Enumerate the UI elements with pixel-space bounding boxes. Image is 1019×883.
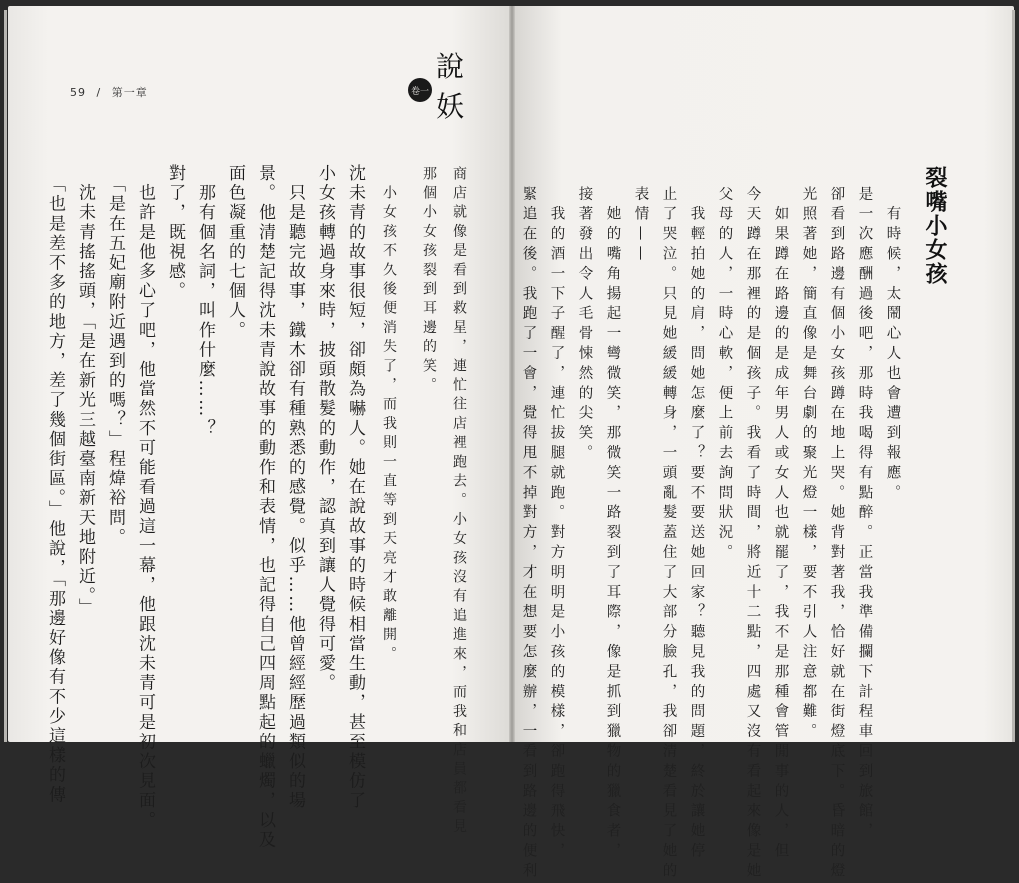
logo-char-2: 妖	[435, 90, 465, 123]
body-line: 父母的人，一時心軟，便上前去詢問狀況。	[716, 186, 733, 565]
chapter-title: 第一章	[111, 86, 148, 99]
book-gutter	[509, 6, 515, 742]
body-line: 她的嘴角揚起一彎微笑，那微笑一路裂到了耳際，像是抓到獵物的獵食者，	[604, 186, 621, 863]
header-separator: /	[96, 86, 102, 99]
quote-line: 那個小女孩裂到耳邊的笑。	[421, 166, 437, 397]
left-page-edge	[4, 10, 7, 742]
body-line: 只是聽完故事，鐵木卻有種熟悉的感覺。似乎……他曾經經歷過類似的場	[285, 164, 305, 811]
body-line: 面色凝重的七個人。	[225, 164, 245, 341]
quote-line: 商店就像是看到救星，連忙往店裡跑去。小女孩沒有追進來，而我和店員都看見	[451, 166, 467, 838]
body-line: 卻看到路邊有個小女孩蹲在地上哭。她背對著我，恰好就在街燈底下。昏暗的燈	[828, 186, 845, 883]
body-line: 如果蹲在路邊的是成年男人或女人也就罷了，我不是那種會管閒事的人，但	[772, 186, 789, 863]
right-page-edge	[1012, 10, 1015, 742]
body-line: 對了，既視感。	[165, 164, 185, 302]
body-line: 景。他清楚記得沈未青說故事的動作和表情，也記得自己四周點起的蠟燭，以及	[255, 164, 275, 850]
body-line: 「是在五妃廟附近遇到的嗎？」程煒裕問。	[105, 164, 125, 548]
quote-line: 小女孩不久後便消失了，而我則一直等到天亮才敢離開。	[381, 166, 397, 666]
body-line: 我的酒一下子醒了，連忙拔腿就跑。對方明明是小孩的模樣，卻跑得飛快，	[548, 186, 565, 863]
body-line: 是一次應酬過後吧，那時我喝得有點醉。正當我準備攔下計程車回到旅館，	[856, 186, 873, 843]
page-number: 59	[70, 86, 86, 99]
body-line: 沈未青的故事很短，卻頗為嚇人。她在說故事的時候相當生動，甚至模仿了	[345, 164, 365, 811]
body-line: 緊追在後。我跑了一會，覺得甩不掉對方，才在想要怎麼辦，一看到路邊的便利	[520, 186, 537, 883]
body-line: 今天蹲在那裡的是個孩子。我看了時間，將近十二點，四處又沒有看起來像是她	[744, 186, 761, 883]
body-line: 那有個名詞，叫作什麼……？	[195, 164, 215, 439]
body-line: 沈未青搖搖頭，「是在新光三越臺南新天地附近。」	[75, 164, 95, 618]
body-line: 接著發出令人毛骨悚然的尖笑。	[576, 186, 593, 465]
logo-char-1: 說	[435, 50, 465, 83]
body-line: 小女孩轉過身來時，披頭散髮的動作，認真到讓人覺得可愛。	[315, 164, 335, 694]
body-line: 止了哭泣。只見她緩緩轉身，一頭亂髮蓋住了大部分臉孔，我卻清楚看見了她的	[660, 186, 677, 883]
body-line: 我輕拍她的肩，問她怎麼了？要不要送她回家？聽見我的問題，終於讓她停	[688, 186, 705, 863]
body-line: 也許是他多心了吧，他當然不可能看過這一幕，他跟沈未青可是初次見面。	[135, 164, 155, 831]
body-line: 表情——	[632, 186, 649, 266]
section-title: 裂嘴小女孩	[922, 166, 948, 286]
book-logo	[398, 32, 478, 132]
body-line: 「也是差不多的地方，差了幾個街區。」他說，「那邊好像有不少這樣的傳	[45, 164, 65, 805]
body-line: 有時候，太鬧心人也會遭到報應。	[884, 186, 901, 505]
body-line: 光照著她，簡直像是舞台劇的聚光燈一樣，要不引人注意都難。	[800, 186, 817, 744]
page-header	[70, 84, 148, 100]
logo-mark-icon	[398, 32, 478, 132]
logo-small-text: 卷一	[410, 87, 430, 97]
